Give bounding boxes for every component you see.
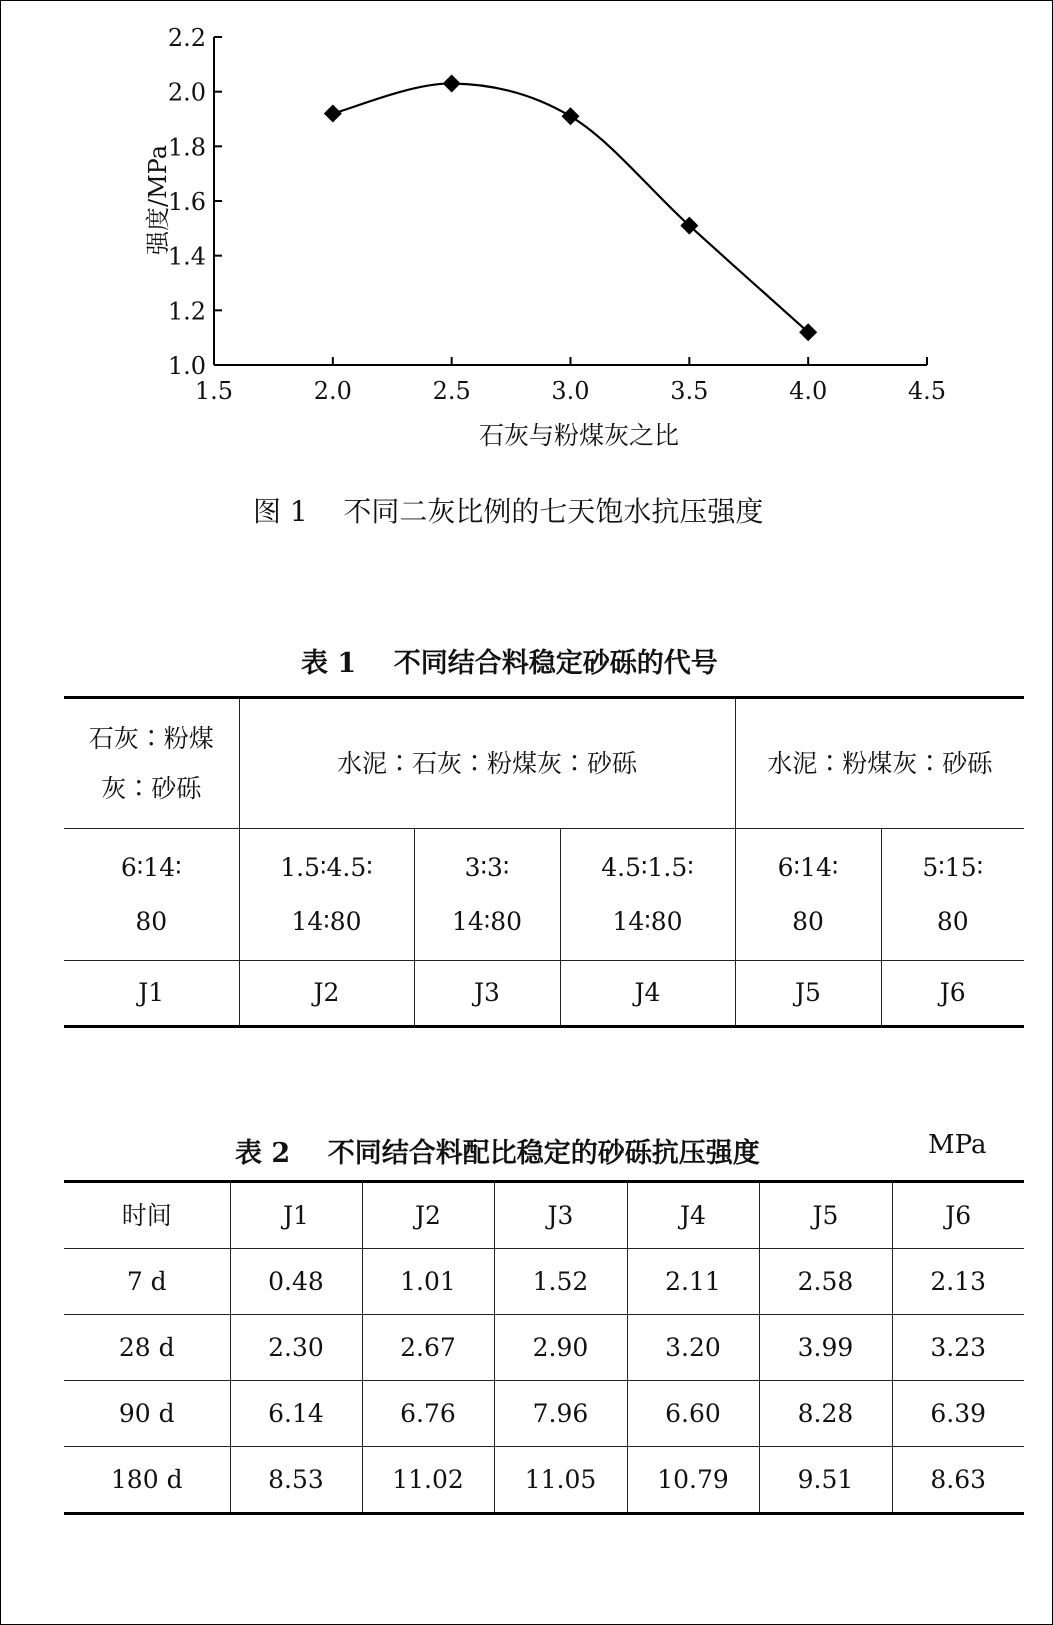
table2-cell: 28 d [64,1315,230,1381]
table2-header-cell: J6 [892,1182,1024,1249]
table1-ratio-cell [881,829,1024,961]
table1-code-cell: J3 [414,961,560,1027]
y-axis-label: 强度/MPa [144,144,172,256]
table1-code-cell: J2 [239,961,414,1027]
table1 [64,696,1024,1028]
x-axis-label: 石灰与粉煤灰之比 [478,421,680,450]
table2-cell: 10.79 [627,1447,759,1514]
table2-cell: 9.51 [759,1447,892,1514]
data-point-marker [562,107,580,125]
table1-ratio-cell [560,829,735,961]
table2-cell: 8.28 [759,1381,892,1447]
table1-header-col1 [64,698,239,829]
x-tick-label: 4.0 [789,377,828,405]
table2-row [64,1447,1024,1514]
table2-cell: 8.63 [892,1447,1024,1514]
table2-cell: 2.58 [759,1249,892,1315]
chart-axes [214,37,927,365]
table2-header-cell: J4 [627,1182,759,1249]
ratio-line: 14∶80 [291,906,362,936]
table2-unit: MPa [928,1130,987,1160]
table1-code-row [64,961,1024,1027]
table2-cell: 3.20 [627,1315,759,1381]
table2-header-cell: J5 [759,1182,892,1249]
y-tick-label: 1.2 [167,297,206,326]
x-tick-label: 3.0 [551,377,590,405]
ratio-line: 5∶15∶ [922,852,984,882]
table2-cell: 6.14 [230,1381,362,1447]
chart-ticks [168,24,946,405]
table1-ratio-cell [64,829,239,961]
table2-cell: 6.60 [627,1381,759,1447]
ratio-line: 80 [792,906,824,936]
table2-row [64,1249,1024,1315]
table2-cell: 3.99 [759,1315,892,1381]
ratio-line: 6∶14∶ [777,852,839,882]
x-tick-label: 4.5 [907,377,947,405]
y-tick-label: 2.0 [167,78,206,107]
table1-ratio-cell [239,829,414,961]
table2-header-row [64,1182,1024,1249]
table2-cell: 6.39 [892,1381,1024,1447]
table2-title: 表 2 不同结合料配比稳定的砂砾抗压强度 [235,1138,760,1169]
table2-cell: 2.30 [230,1315,362,1381]
table2-cell: 1.52 [494,1249,627,1315]
ratio-line: 4.5∶1.5∶ [601,852,694,882]
table1-header-group2: 水泥∶石灰∶粉煤灰∶砂砾 [239,698,735,829]
table1-code-cell: J6 [881,961,1024,1027]
table1-ratio-cell [414,829,560,961]
ratio-line: 80 [936,906,969,936]
table2-cell: 0.48 [230,1249,362,1315]
y-tick-label: 1.4 [167,242,206,271]
ratio-line: 3∶3∶ [464,852,510,882]
table2-cell: 6.76 [362,1381,494,1447]
table1-ratio-cell [735,829,881,961]
x-tick-label: 1.5 [194,377,234,405]
table2-cell: 180 d [64,1447,230,1514]
chart-series [324,74,817,341]
table2-row [64,1381,1024,1447]
table2-header-cell: J3 [494,1182,627,1249]
table2-cell: 11.05 [494,1447,627,1514]
table2-cell: 2.90 [494,1315,627,1381]
table1-code-cell: J1 [64,961,239,1027]
x-tick-label: 2.0 [313,377,352,405]
table2-header-cell: J2 [362,1182,494,1249]
ratio-line: 1.5∶4.5∶ [280,852,373,882]
table1-header-group3: 水泥∶粉煤灰∶砂砾 [735,698,1024,829]
y-tick-label: 2.2 [167,24,206,52]
table1-ratio-row [64,829,1024,961]
table2-header-cell: J1 [230,1182,362,1249]
data-point-marker [324,105,342,123]
x-tick-label: 3.5 [670,377,709,405]
table2-cell: 3.23 [892,1315,1024,1381]
table2-cell: 90 d [64,1381,230,1447]
table1-code-cell: J5 [735,961,881,1027]
ratio-line: 14∶80 [451,906,523,936]
table2-cell: 7.96 [494,1381,627,1447]
ratio-line: 80 [135,906,168,936]
ratio-line: 14∶80 [612,906,683,936]
figure-caption: 图 1 不同二灰比例的七天饱水抗压强度 [253,495,764,528]
table2-row [64,1315,1024,1381]
x-tick-label: 2.5 [432,377,471,405]
table1-code-cell: J4 [560,961,735,1027]
table2 [64,1180,1024,1515]
y-tick-label: 1.0 [167,352,206,380]
table2-cell: 7 d [64,1249,230,1315]
table1-title: 表 1 不同结合料稳定砂砾的代号 [301,648,718,679]
strength-chart [0,0,1053,470]
data-point-marker [443,74,461,92]
table2-cell: 2.67 [362,1315,494,1381]
table2-cell: 1.01 [362,1249,494,1315]
table2-header-cell: 时间 [64,1182,230,1249]
table1-header-col1-line1: 石灰∶粉煤 [88,723,214,753]
table2-cell: 2.11 [627,1249,759,1315]
table2-cell: 8.53 [230,1447,362,1514]
ratio-line: 6∶14∶ [120,852,182,882]
y-tick-label: 1.8 [167,133,206,162]
table1-header-col1-line2: 灰∶砂砾 [101,773,202,803]
y-tick-label: 1.6 [167,188,206,216]
table2-cell: 2.13 [892,1249,1024,1315]
table2-cell: 11.02 [362,1447,494,1514]
